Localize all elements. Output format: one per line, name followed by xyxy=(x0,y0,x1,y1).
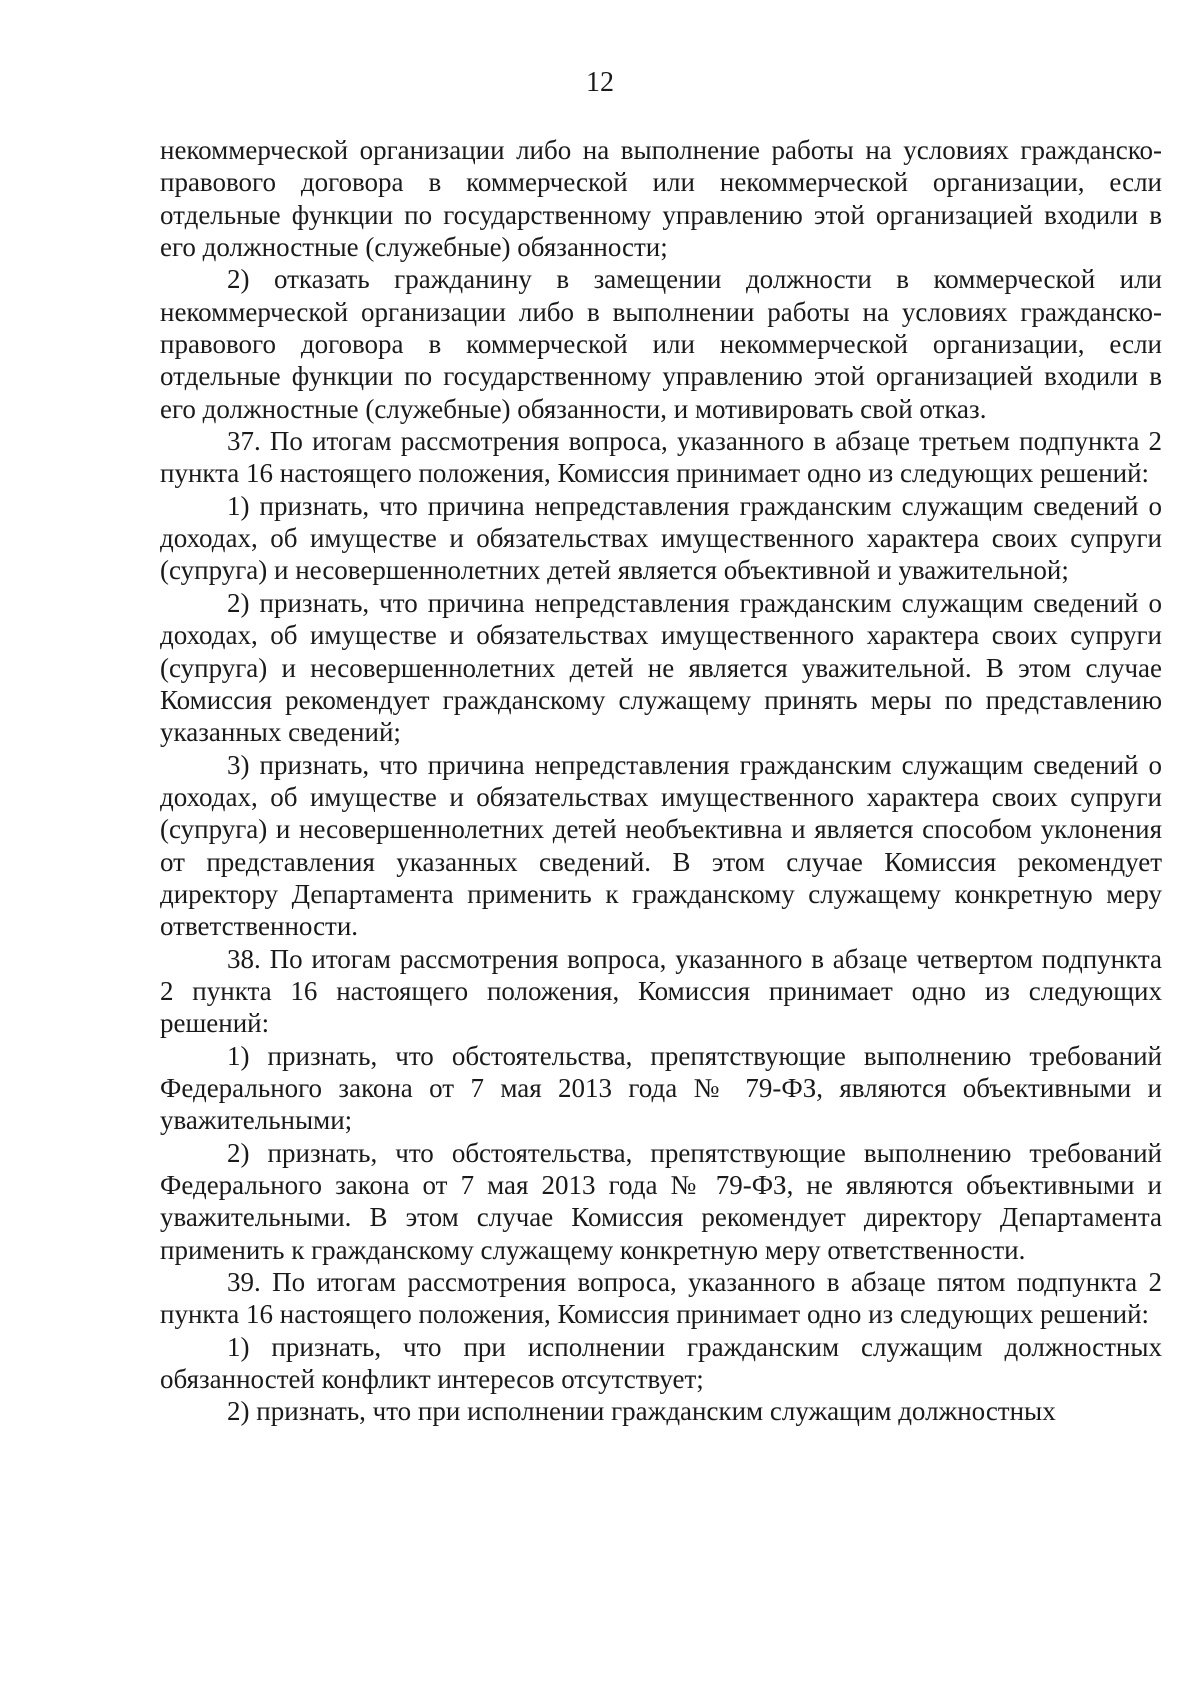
paragraph-38-decision-2: 2) признать, что обстоятельства, препятствующие выполнению требований Федерального закона от 7 мая 2013 года № 79-ФЗ, не являются объективными и уважительными. В этом случае Комиссия рекомендует директору Департамента применить к гражданскому служащему конкретную меру ответственности. xyxy=(160,1137,1162,1265)
paragraph-item-37: 37. По итогам рассмотрения вопроса, указанного в абзаце третьем подпункта 2 пункта 16 настоящего положения, Комиссия принимает одно из следующих решений: xyxy=(160,426,1162,489)
paragraph-continuation: некоммерческой организации либо на выполнение работы на условиях гражданско-правового договора в коммерческой или некоммерческой организации, если отдельные функции по государственному управлению этой организацией входили в его должностные (служебные) обязанности; xyxy=(160,135,1162,263)
paragraph-37-decision-3: 3) признать, что причина непредставления гражданским служащим сведений о доходах, об имуществе и обязательствах имущественного характера своих супруги (супруга) и несовершеннолетних детей необъективна и является способом уклонения от представления указанных сведений. В этом случае Комиссия рекомендует директору Департамента применить к гражданскому служащему конкретную меру ответственности. xyxy=(160,749,1162,942)
paragraph-39-decision-2: 2) признать, что при исполнении гражданским служащим должностных xyxy=(227,1396,1056,1427)
paragraph-39-decision-1: 1) признать, что при исполнении гражданским служащим должностных обязанностей конфликт интересов отсутствует; xyxy=(160,1331,1162,1395)
paragraph-item-39: 39. По итогам рассмотрения вопроса, указанного в абзаце пятом подпункта 2 пункта 16 настоящего положения, Комиссия принимает одно из следующих решений: xyxy=(160,1267,1162,1330)
paragraph-38-decision-1: 1) признать, что обстоятельства, препятствующие выполнению требований Федерального закона от 7 мая 2013 года № 79-ФЗ, являются объективными и уважительными; xyxy=(160,1040,1162,1136)
page-number: 12 xyxy=(586,67,614,98)
document-body xyxy=(160,134,1162,1428)
paragraph-refuse-citizen: 2) отказать гражданину в замещении должности в коммерческой или некоммерческой организации либо в выполнении работы на условиях гражданско-правового договора в коммерческой или некоммерческой организации, если отдельные функции по государственному управлению этой организацией входили в его должностные (служебные) обязанности, и мотивировать свой отказ. xyxy=(160,264,1162,424)
paragraph-item-38: 38. По итогам рассмотрения вопроса, указанного в абзаце четвертом подпункта 2 пункта 16 настоящего положения, Комиссия принимает одно из следующих решений: xyxy=(160,943,1162,1039)
paragraph-37-decision-1: 1) признать, что причина непредставления гражданским служащим сведений о доходах, об имуществе и обязательствах имущественного характера своих супруги (супруга) и несовершеннолетних детей является объективной и уважительной; xyxy=(160,490,1162,586)
paragraph-37-decision-2: 2) признать, что причина непредставления гражданским служащим сведений о доходах, об имуществе и обязательствах имущественного характера своих супруги (супруга) и несовершеннолетних детей не является уважительной. В этом случае Комиссия рекомендует гражданскому служащему принять меры по представлению указанных сведений; xyxy=(160,587,1162,748)
